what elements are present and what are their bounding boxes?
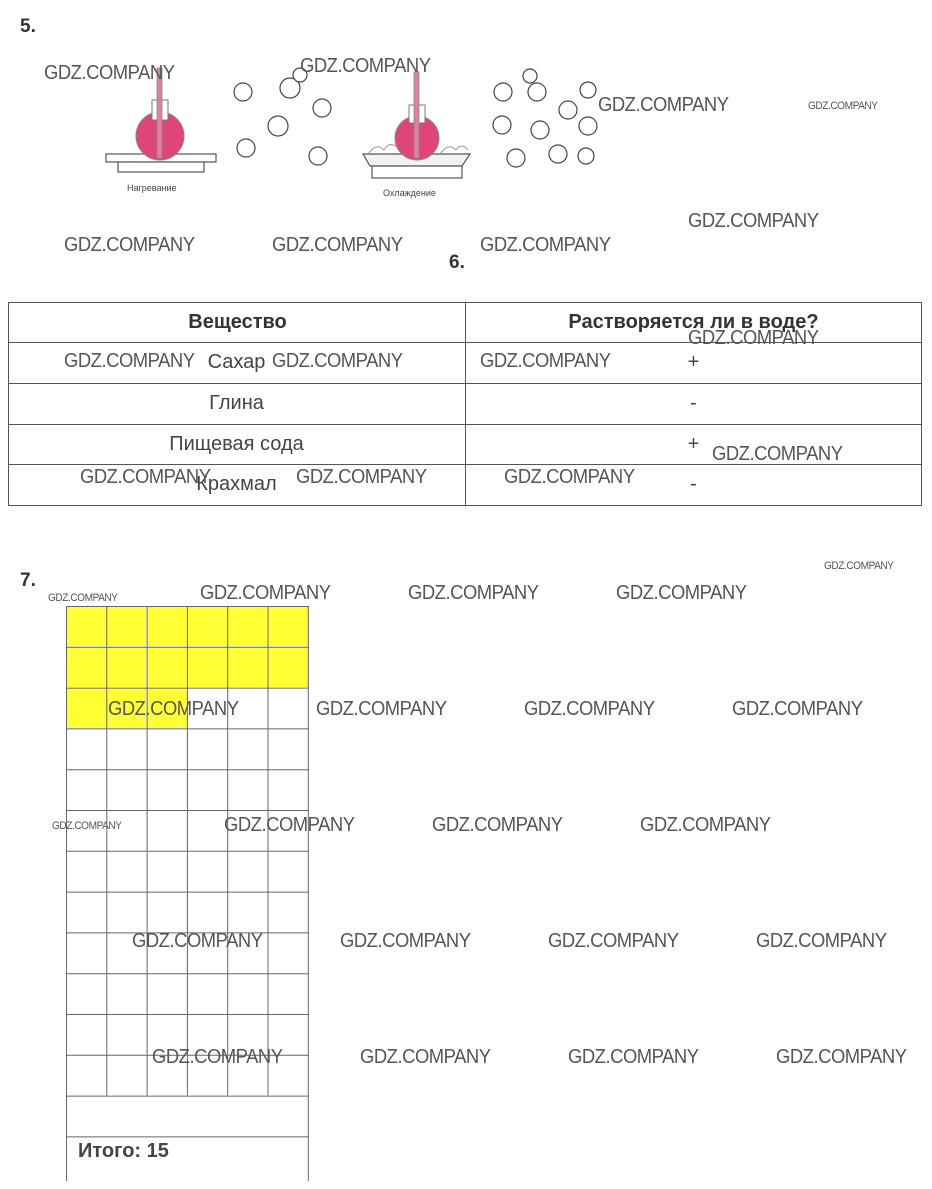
task-7-number: 7. <box>20 570 36 591</box>
watermark-text: GDZ.COMPANY <box>52 820 122 832</box>
grid-lines <box>66 606 310 1182</box>
cooling-flask-icon <box>363 72 470 178</box>
header-dissolves: Растворяется ли в воде? <box>568 310 819 333</box>
counting-grid <box>66 606 309 1181</box>
watermark-text: GDZ.COMPANY <box>272 350 403 372</box>
watermark-text: GDZ.COMPANY <box>524 698 655 720</box>
watermark-text: GDZ.COMPANY <box>808 100 878 112</box>
watermark-text: GDZ.COMPANY <box>756 930 887 952</box>
watermark-text: GDZ.COMPANY <box>48 592 118 604</box>
watermark-text: GDZ.COMPANY <box>504 466 635 488</box>
watermark-text: GDZ.COMPANY <box>300 55 431 77</box>
watermark-text: GDZ.COMPANY <box>80 466 211 488</box>
watermark-text: GDZ.COMPANY <box>480 350 611 372</box>
watermark-text: GDZ.COMPANY <box>640 814 771 836</box>
watermark-text: GDZ.COMPANY <box>408 582 539 604</box>
cell-substance: Пищевая сода <box>169 432 304 455</box>
watermark-text: GDZ.COMPANY <box>432 814 563 836</box>
watermark-text: GDZ.COMPANY <box>224 814 355 836</box>
watermark-text: GDZ.COMPANY <box>360 1046 491 1068</box>
watermark-text: GDZ.COMPANY <box>776 1046 907 1068</box>
cell-substance: Глина <box>209 391 264 414</box>
watermark-text: GDZ.COMPANY <box>712 443 843 465</box>
cell-dissolves: - <box>690 472 697 495</box>
task-6-number: 6. <box>449 252 465 273</box>
watermark-text: GDZ.COMPANY <box>296 466 427 488</box>
molecules-dense-icon <box>493 69 597 167</box>
molecules-loose-icon <box>234 68 331 165</box>
cell-substance: Сахар <box>207 350 266 373</box>
watermark-text: GDZ.COMPANY <box>132 930 263 952</box>
watermark-text: GDZ.COMPANY <box>64 234 195 256</box>
cell-dissolves: + <box>687 432 700 455</box>
task-5-number: 5. <box>20 16 36 37</box>
watermark-text: GDZ.COMPANY <box>598 94 729 116</box>
table-border <box>465 302 466 506</box>
caption-cooling: Охлаждение <box>383 188 436 198</box>
watermark-text: GDZ.COMPANY <box>152 1046 283 1068</box>
watermark-text: GDZ.COMPANY <box>548 930 679 952</box>
watermark-text: GDZ.COMPANY <box>568 1046 699 1068</box>
cell-dissolves: + <box>687 350 700 373</box>
header-substance: Вещество <box>188 310 287 333</box>
watermark-text: GDZ.COMPANY <box>272 234 403 256</box>
watermark-text: GDZ.COMPANY <box>200 582 331 604</box>
watermark-text: GDZ.COMPANY <box>688 327 819 349</box>
watermark-text: GDZ.COMPANY <box>480 234 611 256</box>
cell-dissolves: - <box>690 391 697 414</box>
cell-substance: Крахмал <box>196 472 277 495</box>
table-border <box>921 302 922 506</box>
watermark-text: GDZ.COMPANY <box>340 930 471 952</box>
watermark-text: GDZ.COMPANY <box>824 560 894 572</box>
caption-heating: Нагревание <box>127 183 177 193</box>
watermark-text: GDZ.COMPANY <box>44 62 175 84</box>
watermark-text: GDZ.COMPANY <box>64 350 195 372</box>
total-label: Итого: 15 <box>78 1140 169 1162</box>
watermark-text: GDZ.COMPANY <box>316 698 447 720</box>
watermark-text: GDZ.COMPANY <box>108 698 239 720</box>
table-border <box>8 302 9 506</box>
watermark-text: GDZ.COMPANY <box>688 210 819 232</box>
watermark-text: GDZ.COMPANY <box>732 698 863 720</box>
watermark-text: GDZ.COMPANY <box>616 582 747 604</box>
